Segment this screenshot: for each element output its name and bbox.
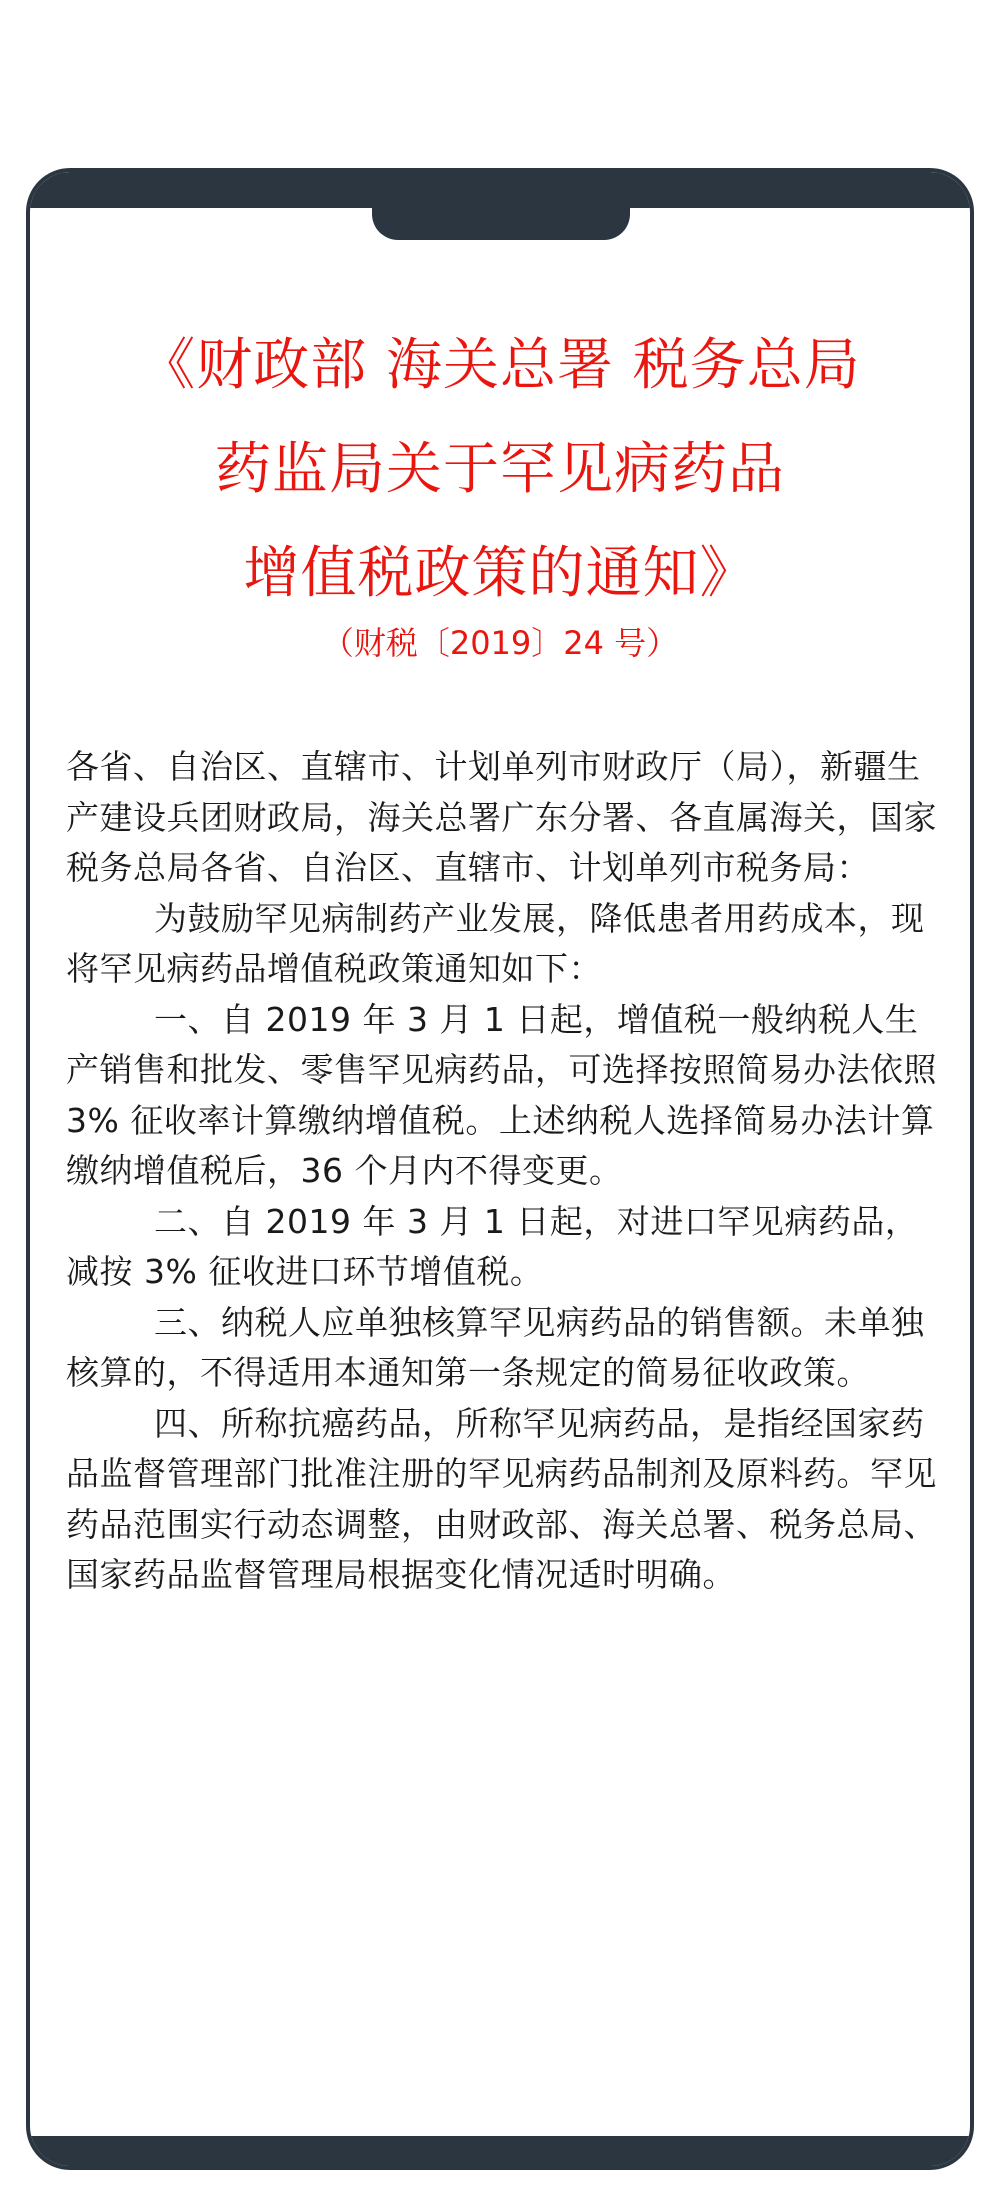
title-line-3: 增值税政策的通知》 [243, 541, 757, 606]
frame-bottom-bar [30, 2136, 970, 2166]
title-line-1: 《财政部 海关总署 税务总局 [139, 333, 861, 398]
title-line-2: 药监局关于罕见病药品 [215, 437, 785, 502]
phone-frame [26, 168, 974, 2170]
document-number: （财税〔2019〕24 号） [321, 624, 679, 662]
frame-notch [372, 202, 630, 240]
document-title [30, 314, 970, 626]
clause-2: 二、自 2019 年 3 月 1 日起，对进口罕见病药品，减按 3% 征收进口环节增值税。 [66, 1201, 919, 1291]
intro-paragraph: 为鼓励罕见病制药产业发展，降低患者用药成本，现将罕见病药品增值税政策通知如下： [66, 898, 925, 988]
document-body [66, 742, 946, 1601]
clause-1: 一、自 2019 年 3 月 1 日起，增值税一般纳税人生产销售和批发、零售罕见病药品，可选择按照简易办法依照 3% 征收率计算缴纳增值税。上述纳税人选择简易办法计算缴纳增值税后，36 个月内不得变更。 [66, 999, 937, 1190]
clause-3: 三、纳税人应单独核算罕见病药品的销售额。未单独核算的，不得适用本通知第一条规定的简易征收政策。 [66, 1302, 925, 1392]
addressee: 各省、自治区、直辖市、计划单列市财政厅（局），新疆生产建设兵团财政局，海关总署广东分署、各直属海关，国家税务总局各省、自治区、直辖市、计划单列市税务局： [66, 747, 937, 887]
clause-4: 四、所称抗癌药品，所称罕见病药品，是指经国家药品监督管理部门批准注册的罕见病药品制剂及原料药。罕见药品范围实行动态调整，由财政部、海关总署、税务总局、国家药品监督管理局根据变化情况适时明确。 [66, 1403, 937, 1594]
